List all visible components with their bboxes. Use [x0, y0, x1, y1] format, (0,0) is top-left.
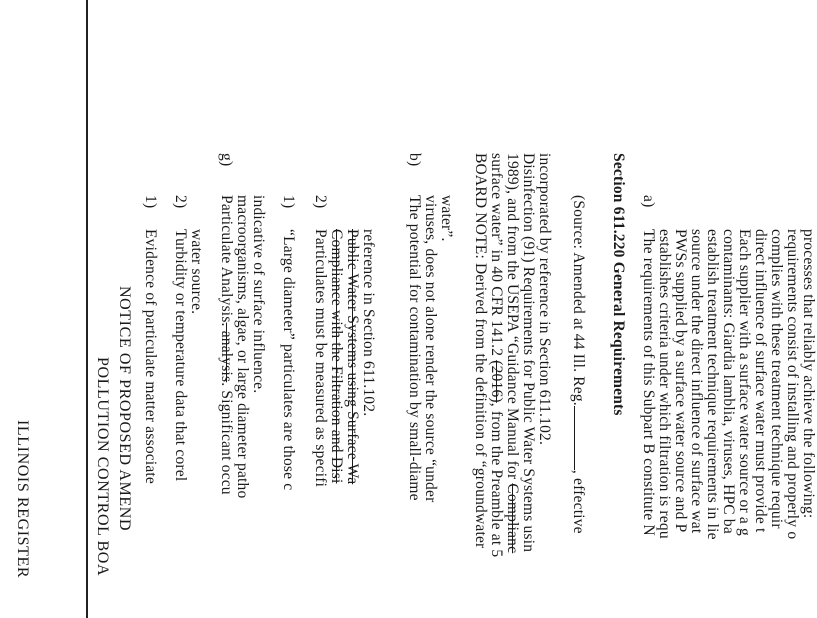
section-a-line-9: complies with these treatment technique requir — [768, 229, 785, 529]
source-note — [570, 195, 586, 534]
item-g2-text-line4: reference in Section 611.102. — [360, 229, 377, 417]
item-b-text-line3: water”. — [438, 195, 455, 242]
item-g2-text-line1: Particulates must be measured as specifi — [312, 229, 329, 488]
item-b-label: b) — [406, 153, 423, 167]
board-note-line3 — [504, 153, 520, 553]
item-g-text-line1 — [218, 195, 234, 495]
item-g2-number: 2) — [312, 195, 329, 209]
section-a-line-5: establish treatment technique requirements in lie — [704, 229, 721, 540]
section-a-line-8: direct influence of surface water must provide t — [752, 229, 769, 533]
item-2-text-line2: water source. — [188, 229, 205, 315]
source-note-b: , effective — [570, 469, 587, 534]
notice-title: NOTICE OF PROPOSED AMEND — [116, 286, 133, 532]
item-g-deleted-text: . analysis — [218, 322, 235, 383]
board-note-line4: Disinfection (91) Requirements for Public Water Systems usin — [520, 153, 537, 553]
section-heading: Section 611.220 General Requirements — [610, 153, 627, 416]
item-g-text-line2: macroorganisms, algae, or large diameter patho — [234, 195, 251, 499]
board-note-line2-a: surface water” in 40 CFR 141.2 — [488, 153, 505, 361]
item-1-number: 1) — [142, 195, 159, 209]
section-a-line-7: Each supplier with a surface water source or a g — [736, 229, 753, 536]
item-b-text-line2: viruses, does not alone render the source “under — [422, 195, 439, 503]
board-note-line2-b: , from the Preamble at 5 — [488, 402, 505, 558]
header-rule — [86, 0, 88, 618]
item-1-text: Evidence of particulate matter associate — [142, 229, 159, 485]
board-note-line1: BOARD NOTE: Derived from the definition of “groundwater — [472, 153, 489, 549]
section-a-line-10: requirements consist of installing and properly o — [784, 229, 801, 540]
item-g1-number: 1) — [280, 195, 297, 209]
item-2-text-line1: Turbidity or temperature data that corel — [172, 229, 189, 482]
section-a-line-6: contaminants: Giardia lamblia, viruses, HPC ba — [720, 229, 737, 534]
source-blank — [574, 406, 585, 470]
item-g1-text: “Large diameter” particulates are those c — [280, 229, 297, 491]
section-a-label: a) — [640, 195, 657, 208]
source-note-a: (Source: Amended at 44 Ill. Reg. — [570, 195, 587, 406]
item-g-label: g) — [218, 153, 235, 167]
item-g2-text-line2: Compliance with the Filtration and Disi — [328, 229, 345, 484]
board-note-deleted-word: Complianc — [504, 483, 521, 554]
section-a-line-4: source under the direct influence of surface wat — [688, 229, 705, 534]
item-b-text-line1: The potential for contamination by small-diame — [406, 195, 423, 501]
item-g-text-line1-a: Particulate Analysis — [218, 195, 235, 323]
section-a-line-3: PWSs supplied by a surface water source and P — [672, 229, 689, 533]
section-a-line-11: processes that reliably achieve the following: — [800, 229, 817, 519]
section-a-line-2: establishes criteria under which filtration is requ — [656, 229, 673, 539]
board-note-line2 — [488, 153, 504, 557]
board-note-line5: incorporated by reference in Section 611.102. — [536, 153, 553, 446]
item-g-text-line1-b: . Significant occu — [218, 382, 235, 495]
board-title: POLLUTION CONTROL BOA — [94, 357, 111, 577]
register-title: ILLINOIS REGISTER — [14, 420, 31, 579]
item-2-number: 2) — [172, 195, 189, 209]
board-note-deleted-year: (2016) — [488, 360, 505, 403]
item-g2-text-line3: Public Water Systems using Surface Wa — [344, 229, 361, 485]
board-note-line3-a: 1989), and from the USEPA “Guidance Manual for — [504, 153, 521, 484]
section-a-line-1: The requirements of this Subpart B constitute N — [640, 229, 657, 536]
item-g-text-line3: indicative of surface influence. — [250, 195, 267, 394]
